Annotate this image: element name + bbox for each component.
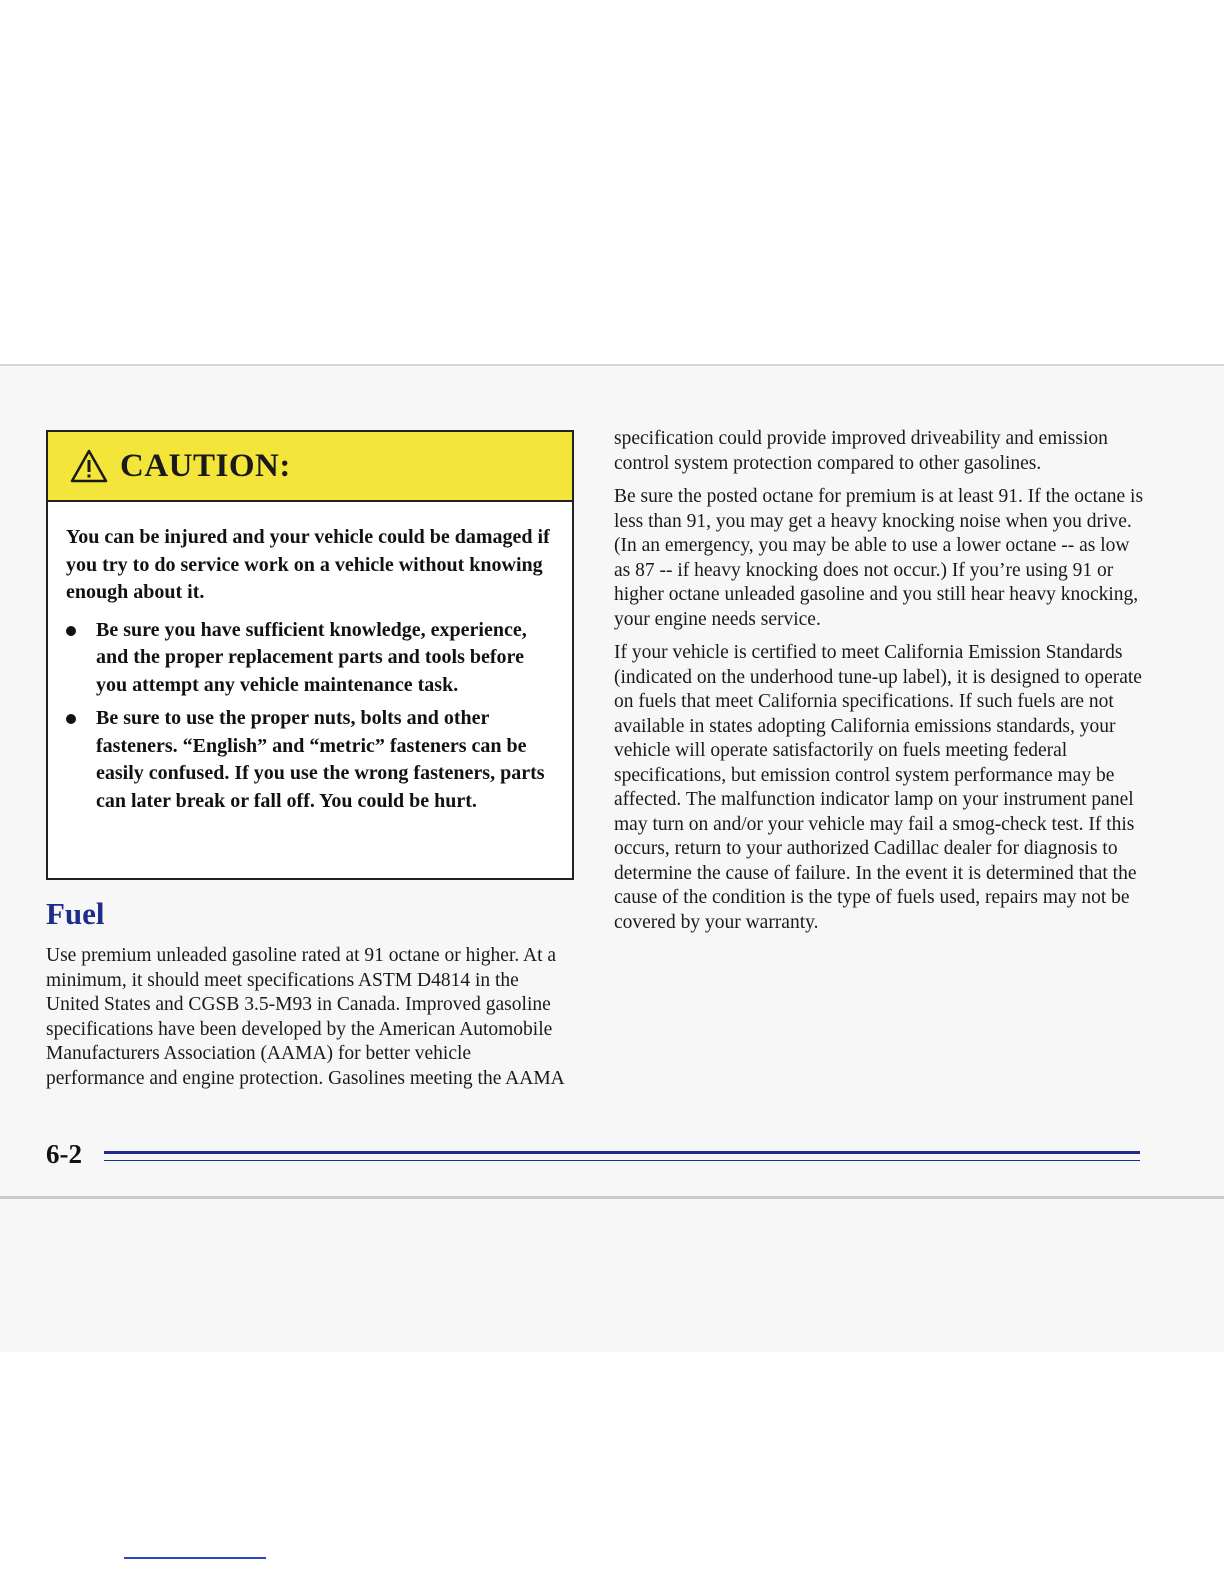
caution-bullet-item	[66, 705, 554, 815]
caution-lead-text: You can be injured and your vehicle could be damaged if you try to do service work on a vehicle without knowing enough about it.	[66, 526, 550, 603]
caution-box	[46, 430, 574, 880]
fuel-paragraph-3: If your vehicle is certified to meet California Emission Standards (indicated on the underhood tune-up label), it is designed to operate on fuels that meet California specifications. If such fuels are not available in states adopting California emissions standards, your vehicle will operate satisfactorily on fuels meeting federal specifications, but emission control system performance may be affected. The malfunction indicator lamp on your instrument panel may turn on and/or your vehicle may fail a smog-check test. If this occurs, return to your authorized Cadillac dealer for diagnosis to determine the cause of failure. In the event it is determined that the cause of the condition is the type of fuels used, repairs may not be covered by your warranty.	[614, 642, 1142, 933]
bottom-divider	[0, 1196, 1224, 1199]
bullet-icon	[66, 714, 76, 724]
caution-bullet-text: Be sure you have sufficient knowledge, experience, and the proper replacement parts and tools before you attempt any vehicle maintenance task.	[96, 618, 527, 696]
footer-rule-thin	[104, 1160, 1140, 1161]
caution-bullet-item	[66, 617, 554, 700]
caution-bullet-list	[66, 617, 554, 816]
bullet-icon	[66, 626, 76, 636]
caution-body	[48, 502, 572, 815]
scan-artifact-line	[124, 1557, 266, 1559]
right-column	[614, 427, 1146, 944]
top-divider	[0, 364, 1224, 366]
fuel-heading: Fuel	[46, 896, 105, 931]
fuel-paragraph-1: Use premium unleaded gasoline rated at 91 octane or higher. At a minimum, it should meet specifications ASTM D4814 in the United States and CGSB 3.5-M93 in Canada. Improved gasoline specifications have been developed by the American Automobile Manufacturers Association (AAMA) for better vehicle performance and engine protection. Gasolines meeting the AAMA	[46, 945, 565, 1089]
caution-bullet-text: Be sure to use the proper nuts, bolts and other fasteners. “English” and “metric” fasteners can be easily confused. If you use the wrong fasteners, parts can later break or fall off. You could be hurt.	[96, 707, 545, 812]
caution-title: CAUTION:	[120, 447, 291, 484]
fuel-paragraph-1-continued: specification could provide improved driveability and emission control system protection compared to other gasolines.	[614, 428, 1108, 474]
warning-triangle-icon	[70, 449, 108, 483]
fuel-paragraph-2: Be sure the posted octane for premium is at least 91. If the octane is less than 91, you may get a heavy knocking noise when you drive. (In an emergency, you may be able to use a lower octane -- as low as 87 -- if heavy knocking does not occur.) If you’re using 91 or higher octane unleaded gasoline and you still hear heavy knocking, your engine needs service.	[614, 486, 1144, 630]
caution-header	[48, 432, 572, 502]
footer-rule	[104, 1151, 1140, 1154]
page-number: 6-2	[46, 1139, 82, 1169]
